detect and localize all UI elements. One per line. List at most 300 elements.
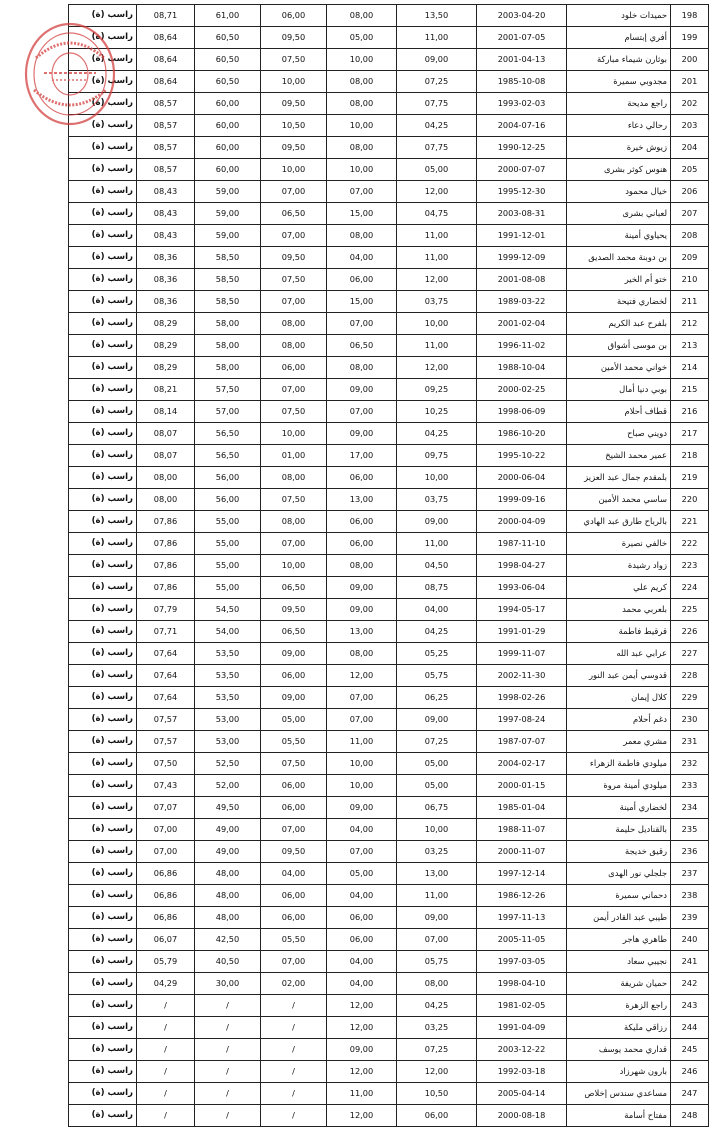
score-cell: 06,00	[261, 665, 327, 687]
table-row	[69, 929, 709, 951]
name-cell: بوبي دنيا أمال	[567, 379, 671, 401]
score-cell: 10,50	[397, 1083, 477, 1105]
total-cell: 60,00	[195, 115, 261, 137]
score-cell: 08,00	[397, 973, 477, 995]
name-cell: رقيق خديجة	[567, 841, 671, 863]
score-cell: 10,00	[327, 159, 397, 181]
score-cell: 11,00	[397, 27, 477, 49]
average-cell: 08,57	[137, 93, 195, 115]
row-number-cell: 230	[671, 709, 709, 731]
score-cell: 09,00	[327, 599, 397, 621]
result-cell: راسب (ة)	[69, 863, 137, 885]
birthdate-cell: 2003-12-22	[477, 1039, 567, 1061]
total-cell: 58,50	[195, 269, 261, 291]
total-cell: /	[195, 1083, 261, 1105]
score-cell: 12,00	[397, 357, 477, 379]
row-number-cell: 229	[671, 687, 709, 709]
total-cell: 60,50	[195, 49, 261, 71]
name-cell: رزاقي مليكة	[567, 1017, 671, 1039]
average-cell: /	[137, 1017, 195, 1039]
score-cell: 10,00	[327, 775, 397, 797]
row-number-cell: 225	[671, 599, 709, 621]
name-cell: طيبي عبد القادر أيمن	[567, 907, 671, 929]
row-number-cell: 217	[671, 423, 709, 445]
row-number-cell: 207	[671, 203, 709, 225]
birthdate-cell: 1991-04-09	[477, 1017, 567, 1039]
score-cell: 05,00	[327, 863, 397, 885]
name-cell: لخضاري أمينة	[567, 797, 671, 819]
total-cell: 59,00	[195, 203, 261, 225]
table-row	[69, 379, 709, 401]
total-cell: 53,00	[195, 731, 261, 753]
score-cell: 06,50	[327, 335, 397, 357]
birthdate-cell: 2000-06-04	[477, 467, 567, 489]
row-number-cell: 216	[671, 401, 709, 423]
result-cell: راسب (ة)	[69, 555, 137, 577]
total-cell: 48,00	[195, 863, 261, 885]
table-row	[69, 841, 709, 863]
result-cell: راسب (ة)	[69, 401, 137, 423]
table-row	[69, 247, 709, 269]
score-cell: 07,00	[261, 181, 327, 203]
average-cell: 07,57	[137, 731, 195, 753]
name-cell: بلفرح عبد الكريم	[567, 313, 671, 335]
score-cell: 07,00	[261, 291, 327, 313]
score-cell: 08,00	[327, 357, 397, 379]
table-row	[69, 1105, 709, 1127]
row-number-cell: 237	[671, 863, 709, 885]
birthdate-cell: 2000-08-18	[477, 1105, 567, 1127]
row-number-cell: 215	[671, 379, 709, 401]
score-cell: 04,00	[327, 951, 397, 973]
total-cell: 55,00	[195, 555, 261, 577]
table-row	[69, 907, 709, 929]
average-cell: 08,14	[137, 401, 195, 423]
score-cell: 04,00	[327, 885, 397, 907]
name-cell: بوثارن شيماء مباركة	[567, 49, 671, 71]
score-cell: 05,00	[261, 709, 327, 731]
score-cell: 07,00	[261, 951, 327, 973]
birthdate-cell: 1995-12-30	[477, 181, 567, 203]
result-cell: راسب (ة)	[69, 929, 137, 951]
average-cell: 06,86	[137, 907, 195, 929]
total-cell: 30,00	[195, 973, 261, 995]
name-cell: مساعدي سندس إخلاص	[567, 1083, 671, 1105]
name-cell: خيال محمود	[567, 181, 671, 203]
score-cell: 07,00	[327, 313, 397, 335]
row-number-cell: 200	[671, 49, 709, 71]
birthdate-cell: 1998-02-26	[477, 687, 567, 709]
table-row	[69, 709, 709, 731]
table-row	[69, 159, 709, 181]
score-cell: 06,25	[397, 687, 477, 709]
row-number-cell: 238	[671, 885, 709, 907]
row-number-cell: 226	[671, 621, 709, 643]
row-number-cell: 233	[671, 775, 709, 797]
name-cell: مفتاح أسامة	[567, 1105, 671, 1127]
name-cell: يحياوي أمينة	[567, 225, 671, 247]
birthdate-cell: 2005-11-05	[477, 929, 567, 951]
score-cell: 09,00	[397, 709, 477, 731]
row-number-cell: 243	[671, 995, 709, 1017]
average-cell: 08,29	[137, 357, 195, 379]
score-cell: 07,00	[327, 181, 397, 203]
score-cell: 06,00	[261, 885, 327, 907]
total-cell: 59,00	[195, 225, 261, 247]
total-cell: 53,50	[195, 665, 261, 687]
row-number-cell: 246	[671, 1061, 709, 1083]
table-row	[69, 885, 709, 907]
score-cell: 11,00	[397, 533, 477, 555]
average-cell: 07,86	[137, 555, 195, 577]
table-row	[69, 577, 709, 599]
birthdate-cell: 2000-11-07	[477, 841, 567, 863]
score-cell: 10,00	[327, 753, 397, 775]
score-cell: 08,00	[327, 555, 397, 577]
birthdate-cell: 2001-02-04	[477, 313, 567, 335]
table-row	[69, 951, 709, 973]
total-cell: 60,00	[195, 159, 261, 181]
total-cell: 40,50	[195, 951, 261, 973]
total-cell: 57,50	[195, 379, 261, 401]
average-cell: 07,64	[137, 687, 195, 709]
average-cell: 07,86	[137, 577, 195, 599]
score-cell: 17,00	[327, 445, 397, 467]
row-number-cell: 227	[671, 643, 709, 665]
average-cell: 07,50	[137, 753, 195, 775]
score-cell: 04,50	[397, 555, 477, 577]
average-cell: 08,64	[137, 71, 195, 93]
table-row	[69, 137, 709, 159]
birthdate-cell: 2001-08-08	[477, 269, 567, 291]
average-cell: 08,64	[137, 27, 195, 49]
name-cell: ختو أم الخير	[567, 269, 671, 291]
birthdate-cell: 2000-07-07	[477, 159, 567, 181]
average-cell: 08,00	[137, 467, 195, 489]
table-row	[69, 555, 709, 577]
average-cell: 07,86	[137, 511, 195, 533]
table-row	[69, 621, 709, 643]
score-cell: 04,00	[327, 247, 397, 269]
name-cell: ميلودي أمينة مروة	[567, 775, 671, 797]
average-cell: 04,29	[137, 973, 195, 995]
total-cell: 55,00	[195, 511, 261, 533]
score-cell: 10,25	[397, 401, 477, 423]
table-row	[69, 225, 709, 247]
score-cell: 09,00	[327, 1039, 397, 1061]
total-cell: 56,00	[195, 489, 261, 511]
score-cell: 08,00	[261, 335, 327, 357]
result-cell: راسب (ة)	[69, 93, 137, 115]
score-cell: /	[261, 1105, 327, 1127]
result-cell: راسب (ة)	[69, 71, 137, 93]
table-row	[69, 533, 709, 555]
table-row	[69, 335, 709, 357]
score-cell: 13,50	[397, 5, 477, 27]
result-cell: راسب (ة)	[69, 49, 137, 71]
birthdate-cell: 1986-10-20	[477, 423, 567, 445]
name-cell: بن دوبنة محمد الصديق	[567, 247, 671, 269]
name-cell: خالفي نصيرة	[567, 533, 671, 555]
score-cell: 08,00	[261, 467, 327, 489]
birthdate-cell: 1987-07-07	[477, 731, 567, 753]
score-cell: 09,00	[327, 423, 397, 445]
score-cell: 09,50	[261, 27, 327, 49]
score-cell: 08,00	[327, 5, 397, 27]
score-cell: 10,00	[397, 819, 477, 841]
score-cell: 06,00	[327, 929, 397, 951]
score-cell: 06,00	[261, 357, 327, 379]
name-cell: دحماني سميرة	[567, 885, 671, 907]
name-cell: لعباني بشرى	[567, 203, 671, 225]
average-cell: 08,57	[137, 137, 195, 159]
row-number-cell: 239	[671, 907, 709, 929]
average-cell: /	[137, 1061, 195, 1083]
result-cell: راسب (ة)	[69, 797, 137, 819]
result-cell: راسب (ة)	[69, 225, 137, 247]
table-row	[69, 71, 709, 93]
name-cell: نجيبي سعاد	[567, 951, 671, 973]
score-cell: 12,00	[327, 665, 397, 687]
row-number-cell: 248	[671, 1105, 709, 1127]
total-cell: 54,50	[195, 599, 261, 621]
total-cell: 59,00	[195, 181, 261, 203]
name-cell: أفري إبتسام	[567, 27, 671, 49]
score-cell: 08,00	[327, 137, 397, 159]
row-number-cell: 228	[671, 665, 709, 687]
result-cell: راسب (ة)	[69, 907, 137, 929]
score-cell: 12,00	[327, 1017, 397, 1039]
score-cell: 04,00	[327, 973, 397, 995]
birthdate-cell: 1999-12-09	[477, 247, 567, 269]
total-cell: 52,00	[195, 775, 261, 797]
average-cell: 05,79	[137, 951, 195, 973]
score-cell: 07,00	[327, 709, 397, 731]
average-cell: 08,29	[137, 313, 195, 335]
name-cell: مشري معمر	[567, 731, 671, 753]
name-cell: عمير محمد الشيخ	[567, 445, 671, 467]
row-number-cell: 202	[671, 93, 709, 115]
birthdate-cell: 1993-02-03	[477, 93, 567, 115]
score-cell: 09,50	[261, 137, 327, 159]
birthdate-cell: 1995-10-22	[477, 445, 567, 467]
score-cell: 09,00	[327, 379, 397, 401]
result-cell: راسب (ة)	[69, 775, 137, 797]
score-cell: 04,00	[327, 819, 397, 841]
score-cell: 13,00	[327, 489, 397, 511]
name-cell: دويني صباح	[567, 423, 671, 445]
birthdate-cell: 1985-01-04	[477, 797, 567, 819]
table-row	[69, 1039, 709, 1061]
result-cell: راسب (ة)	[69, 1083, 137, 1105]
result-cell: راسب (ة)	[69, 709, 137, 731]
score-cell: 11,00	[397, 247, 477, 269]
name-cell: ميلودي فاطمة الزهراء	[567, 753, 671, 775]
result-cell: راسب (ة)	[69, 973, 137, 995]
score-cell: 06,00	[327, 467, 397, 489]
score-cell: 11,00	[327, 1083, 397, 1105]
score-cell: 09,00	[327, 577, 397, 599]
row-number-cell: 247	[671, 1083, 709, 1105]
score-cell: 10,50	[261, 115, 327, 137]
score-cell: 10,00	[261, 159, 327, 181]
total-cell: 53,50	[195, 687, 261, 709]
score-cell: /	[261, 1061, 327, 1083]
row-number-cell: 213	[671, 335, 709, 357]
score-cell: 09,00	[397, 49, 477, 71]
results-table-body	[69, 5, 709, 1127]
row-number-cell: 224	[671, 577, 709, 599]
average-cell: 06,86	[137, 863, 195, 885]
score-cell: 06,00	[327, 511, 397, 533]
score-cell: 06,50	[261, 203, 327, 225]
score-cell: 06,75	[397, 797, 477, 819]
row-number-cell: 232	[671, 753, 709, 775]
row-number-cell: 199	[671, 27, 709, 49]
total-cell: 54,00	[195, 621, 261, 643]
total-cell: 48,00	[195, 907, 261, 929]
score-cell: 05,25	[397, 643, 477, 665]
score-cell: 11,00	[397, 225, 477, 247]
result-cell: راسب (ة)	[69, 247, 137, 269]
score-cell: 04,00	[397, 599, 477, 621]
average-cell: 06,86	[137, 885, 195, 907]
result-cell: راسب (ة)	[69, 753, 137, 775]
row-number-cell: 240	[671, 929, 709, 951]
row-number-cell: 241	[671, 951, 709, 973]
score-cell: 05,75	[397, 951, 477, 973]
score-cell: 15,00	[327, 291, 397, 313]
birthdate-cell: 1999-09-16	[477, 489, 567, 511]
total-cell: /	[195, 1039, 261, 1061]
table-row	[69, 995, 709, 1017]
average-cell: 07,71	[137, 621, 195, 643]
score-cell: 08,00	[261, 511, 327, 533]
total-cell: 58,50	[195, 247, 261, 269]
score-cell: 06,50	[261, 577, 327, 599]
row-number-cell: 231	[671, 731, 709, 753]
table-row	[69, 599, 709, 621]
name-cell: قرقيط فاطمة	[567, 621, 671, 643]
birthdate-cell: 2001-07-05	[477, 27, 567, 49]
name-cell: حميان شريفة	[567, 973, 671, 995]
birthdate-cell: 1989-03-22	[477, 291, 567, 313]
table-row	[69, 467, 709, 489]
score-cell: 08,00	[327, 643, 397, 665]
table-row	[69, 357, 709, 379]
result-cell: راسب (ة)	[69, 819, 137, 841]
result-cell: راسب (ة)	[69, 423, 137, 445]
total-cell: 49,50	[195, 797, 261, 819]
result-cell: راسب (ة)	[69, 665, 137, 687]
name-cell: هنوس كوثر بشرى	[567, 159, 671, 181]
average-cell: 08,43	[137, 225, 195, 247]
birthdate-cell: 1998-06-09	[477, 401, 567, 423]
name-cell: ساسي محمد الأمين	[567, 489, 671, 511]
row-number-cell: 198	[671, 5, 709, 27]
birthdate-cell: 2000-01-15	[477, 775, 567, 797]
name-cell: حميدات خلود	[567, 5, 671, 27]
score-cell: 09,00	[261, 643, 327, 665]
row-number-cell: 223	[671, 555, 709, 577]
score-cell: 06,00	[327, 269, 397, 291]
table-row	[69, 665, 709, 687]
birthdate-cell: 1986-12-26	[477, 885, 567, 907]
table-row	[69, 1061, 709, 1083]
score-cell: 07,50	[261, 401, 327, 423]
result-cell: راسب (ة)	[69, 841, 137, 863]
name-cell: بالرباح طارق عبد الهادي	[567, 511, 671, 533]
score-cell: 04,25	[397, 621, 477, 643]
name-cell: بارون شهرزاد	[567, 1061, 671, 1083]
total-cell: /	[195, 1105, 261, 1127]
total-cell: 61,00	[195, 5, 261, 27]
result-cell: راسب (ة)	[69, 489, 137, 511]
result-cell: راسب (ة)	[69, 379, 137, 401]
score-cell: /	[261, 1017, 327, 1039]
name-cell: زواد رشيدة	[567, 555, 671, 577]
result-cell: راسب (ة)	[69, 731, 137, 753]
average-cell: 08,43	[137, 181, 195, 203]
table-row	[69, 863, 709, 885]
total-cell: 53,00	[195, 709, 261, 731]
total-cell: /	[195, 1061, 261, 1083]
score-cell: 10,00	[261, 423, 327, 445]
score-cell: 10,00	[261, 555, 327, 577]
score-cell: 08,75	[397, 577, 477, 599]
result-cell: راسب (ة)	[69, 599, 137, 621]
result-cell: راسب (ة)	[69, 951, 137, 973]
row-number-cell: 206	[671, 181, 709, 203]
result-cell: راسب (ة)	[69, 1105, 137, 1127]
total-cell: 60,50	[195, 71, 261, 93]
result-cell: راسب (ة)	[69, 577, 137, 599]
birthdate-cell: 2001-04-13	[477, 49, 567, 71]
table-row	[69, 1083, 709, 1105]
name-cell: طاهري هاجر	[567, 929, 671, 951]
average-cell: 08,64	[137, 49, 195, 71]
score-cell: 06,00	[261, 907, 327, 929]
result-cell: راسب (ة)	[69, 335, 137, 357]
table-row	[69, 445, 709, 467]
score-cell: /	[261, 995, 327, 1017]
result-cell: راسب (ة)	[69, 687, 137, 709]
average-cell: /	[137, 995, 195, 1017]
name-cell: عرابي عبد الله	[567, 643, 671, 665]
score-cell: 07,50	[261, 269, 327, 291]
average-cell: 07,00	[137, 841, 195, 863]
score-cell: 07,00	[397, 929, 477, 951]
result-cell: راسب (ة)	[69, 1039, 137, 1061]
result-cell: راسب (ة)	[69, 115, 137, 137]
row-number-cell: 220	[671, 489, 709, 511]
score-cell: 12,00	[327, 1061, 397, 1083]
table-row	[69, 753, 709, 775]
total-cell: /	[195, 995, 261, 1017]
score-cell: 13,00	[397, 863, 477, 885]
table-row	[69, 401, 709, 423]
table-row	[69, 203, 709, 225]
name-cell: مجدوبي سميرة	[567, 71, 671, 93]
row-number-cell: 214	[671, 357, 709, 379]
birthdate-cell: 2004-02-17	[477, 753, 567, 775]
score-cell: 09,00	[397, 511, 477, 533]
average-cell: 08,00	[137, 489, 195, 511]
average-cell: 08,21	[137, 379, 195, 401]
score-cell: 10,00	[397, 467, 477, 489]
name-cell: خواني محمد الأمين	[567, 357, 671, 379]
row-number-cell: 219	[671, 467, 709, 489]
